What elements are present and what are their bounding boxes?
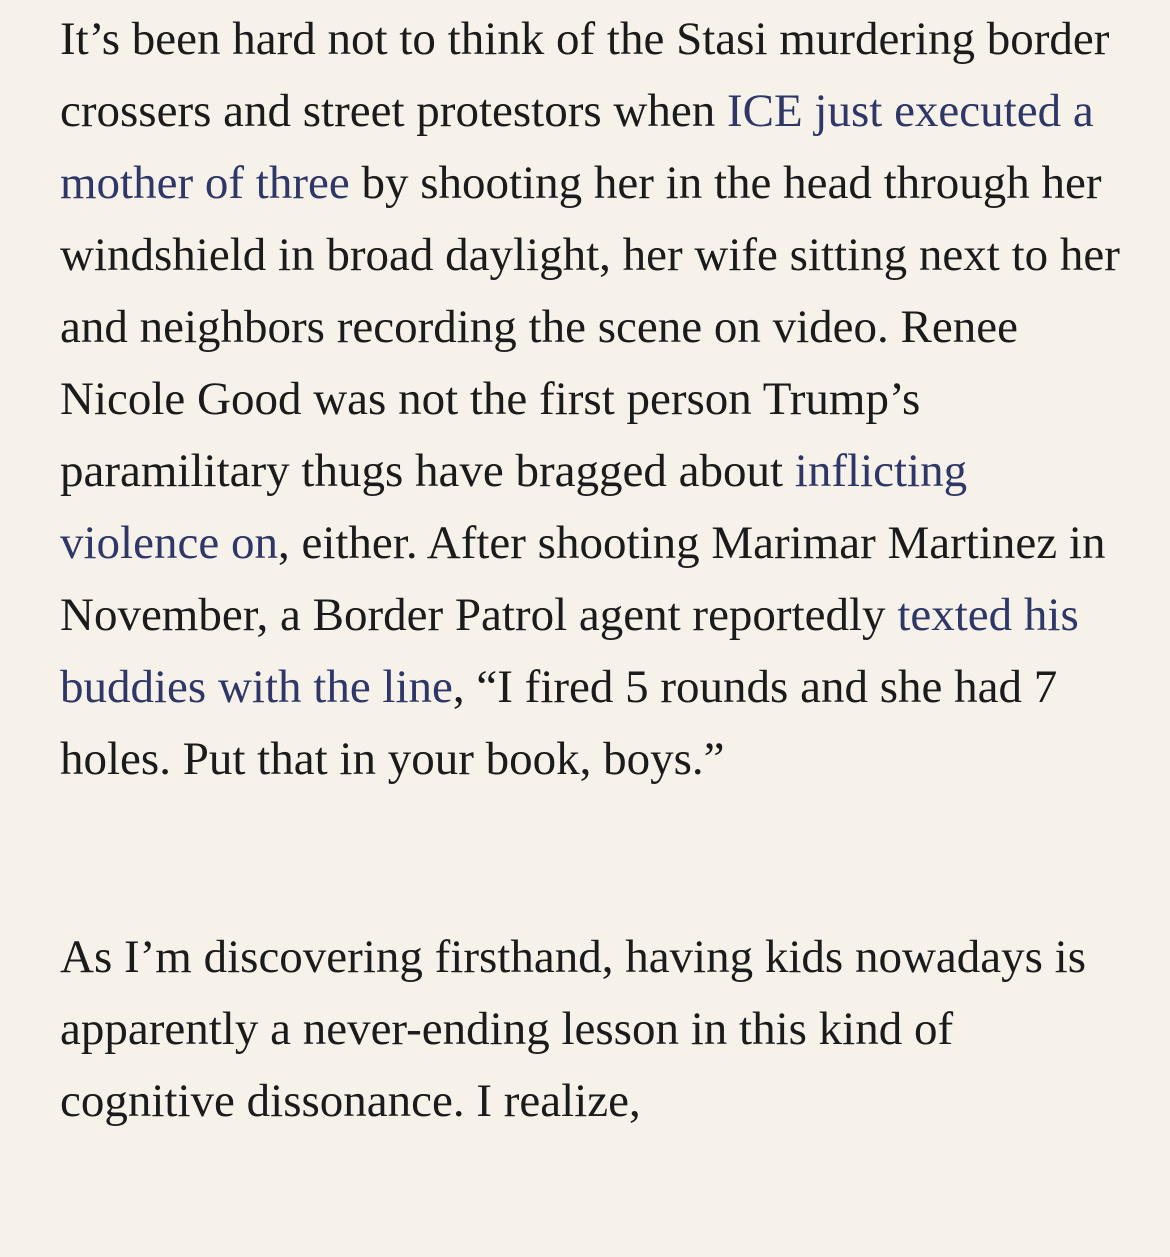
paragraph-text: It’s been hard not to think of the Stasi murdering border crossers and street protestors when [60,13,1110,137]
link-inflicting-violence[interactable]: inflicting violence on [60,445,968,569]
paragraph-stasi-ice [60,3,1120,795]
paragraph-text: by shooting her in the head through her windshield in broad daylight, her wife sitting next to her and neighbors recording the scene on video. Renee Nicole Good was not the first person Trump’s paramilitary thugs have bragged about [60,157,1120,497]
paragraph-having-kids: As I’m discovering firsthand, having kids nowadays is apparently a never-ending lesson in this kind of cognitive dissonance. I realize, [60,931,1087,1127]
article-body [60,0,1120,1137]
link-ice-executed-mother[interactable]: ICE just executed a mother of three [60,85,1094,209]
paragraph-text: , either. After shooting Marimar Martinez in November, a Border Patrol agent reportedly [60,517,1106,641]
paragraph-text: , “I fired 5 rounds and she had 7 holes. Put that in your book, boys.” [60,661,1058,785]
link-texted-buddies[interactable]: texted his buddies with the line [60,589,1079,713]
